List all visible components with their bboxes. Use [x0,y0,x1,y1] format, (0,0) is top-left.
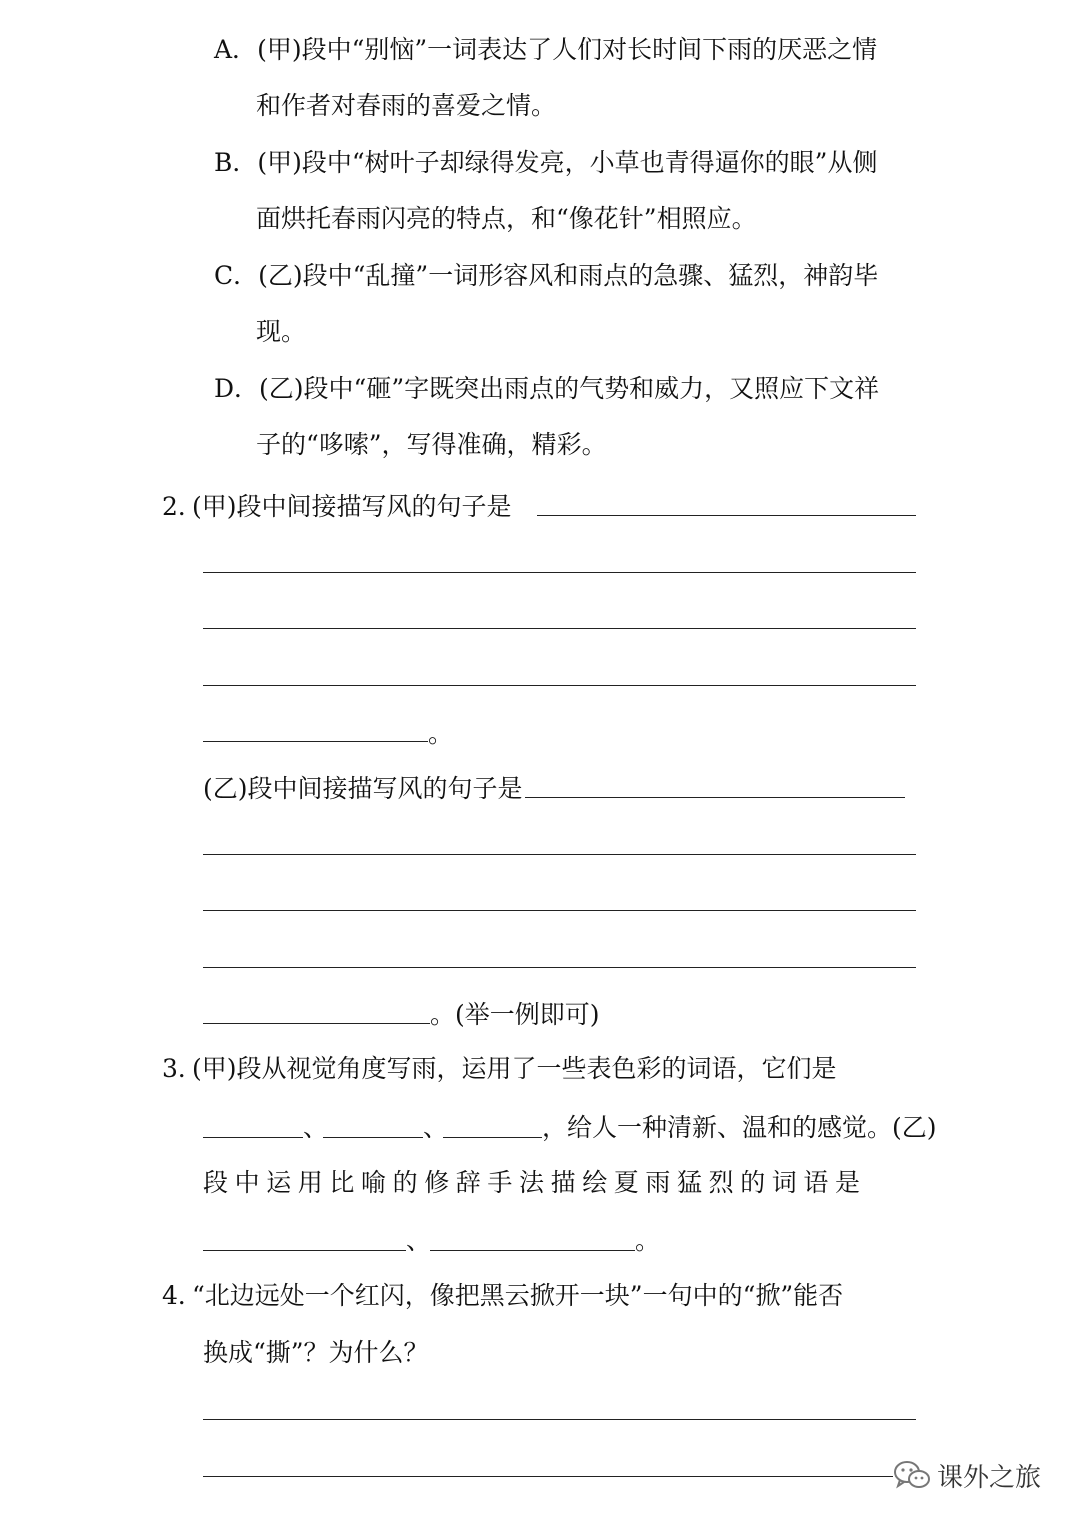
answer-line[interactable] [203,1419,916,1420]
answer-line[interactable] [203,1023,430,1024]
option-c-text: (乙)段中“乱撞”一词形容风和雨点的急骤、猛烈，神韵毕 [258,261,879,290]
answer-blank[interactable] [323,1137,423,1138]
answer-line[interactable] [203,572,916,573]
option-b-text: (甲)段中“树叶子却绿得发亮，小草也青得逼你的眼”从侧 [257,148,878,177]
option-a-label: A． [214,35,258,64]
option-d-text: (乙)段中“砸”字既突出雨点的气势和威力，又照应下文祥 [259,374,880,403]
option-b [214,145,877,181]
option-c-continued: 现。 [256,317,307,346]
wechat-icon [893,1459,931,1491]
question-3-number: 3． [162,1054,203,1083]
answer-line[interactable] [203,628,916,629]
watermark-text: 课外之旅 [937,1462,1042,1493]
option-d-label: D． [214,374,260,403]
option-c-label: C． [214,261,259,290]
option-c [214,258,878,294]
option-b-label: B． [214,148,258,177]
answer-blank[interactable] [203,1250,406,1251]
option-a [214,32,877,68]
answer-blank[interactable] [203,1137,303,1138]
answer-line[interactable] [203,854,916,855]
option-a-text: (甲)段中“别恼”一词表达了人们对长时间下雨的厌恶之情 [257,35,878,64]
answer-line[interactable] [203,1476,893,1477]
option-d-continued: 子的“哆嗦”，写得准确，精彩。 [256,430,607,459]
answer-line[interactable] [525,797,905,798]
answer-line[interactable] [203,741,428,742]
answer-line[interactable] [203,910,916,911]
question-4 [162,1278,843,1314]
question-3-line2-tail: ，给人一种清新、温和的感觉。(乙) [542,1113,937,1142]
question-3-sep-1: 、 [303,1113,329,1142]
option-d [214,371,879,407]
question-2-prompt-a: (甲)段中间接描写风的句子是 [192,492,512,521]
question-3-sep-2: 、 [423,1113,449,1142]
question-4-number: 4． [162,1281,203,1310]
question-3-line3: 段中运用比喻的修辞手法描绘夏雨猛烈的词语是 [203,1168,867,1197]
question-3-text: (甲)段从视觉角度写雨，运用了一些表色彩的词语，它们是 [192,1054,837,1083]
answer-line[interactable] [203,967,916,968]
question-4-text: “北边远处一个红闪，像把黑云掀开一块”一句中的“掀”能否 [192,1281,844,1310]
option-b-continued: 面烘托春雨闪亮的特点，和“像花针”相照应。 [256,204,757,233]
question-2-number: 2． [162,492,203,521]
question-2 [162,489,512,525]
option-a-continued: 和作者对春雨的喜爱之情。 [256,91,557,120]
answer-blank[interactable] [430,1250,635,1251]
question-2-end-a: 。 [428,719,454,748]
question-2-end-b: 。(举一例即可) [430,1000,600,1029]
watermark [893,1455,1041,1495]
question-3-end: 。 [635,1226,661,1255]
answer-line[interactable] [203,685,916,686]
answer-line[interactable] [537,515,916,516]
question-2-prompt-b: (乙)段中间接描写风的句子是 [203,774,523,803]
question-4-line2: 换成“撕”？为什么？ [203,1338,429,1367]
answer-blank[interactable] [443,1137,542,1138]
question-3-sep-3: 、 [406,1226,432,1255]
question-3 [162,1051,837,1087]
